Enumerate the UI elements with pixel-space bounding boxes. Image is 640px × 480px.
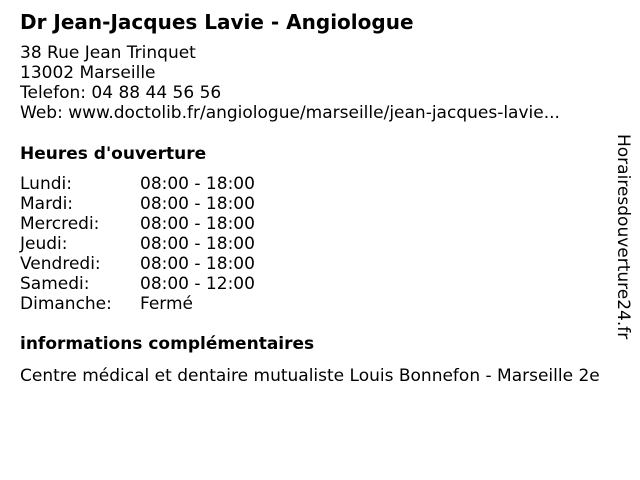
opening-hours-heading: Heures d'ouverture <box>20 144 207 164</box>
watermark-text: Horairesdouverture24.fr <box>613 134 633 340</box>
opening-hours-list <box>20 174 255 314</box>
day-label: Mercredi: <box>20 214 100 234</box>
hours-row-wednesday <box>20 214 255 234</box>
time-range: Fermé <box>140 294 194 314</box>
site-watermark <box>612 134 634 344</box>
time-range: 08:00 - 12:00 <box>140 274 255 294</box>
phone-number: Telefon: 04 88 44 56 56 <box>20 83 222 103</box>
time-range: 08:00 - 18:00 <box>140 194 255 214</box>
time-range: 08:00 - 18:00 <box>140 254 255 274</box>
time-range: 08:00 - 18:00 <box>140 214 255 234</box>
page-title: Dr Jean-Jacques Lavie - Angiologue <box>20 10 414 34</box>
website-link[interactable]: Web: www.doctolib.fr/angiologue/marseille/jean-jacques-lavie... <box>20 103 560 123</box>
day-label: Lundi: <box>20 174 72 194</box>
address-block <box>20 43 560 123</box>
additional-info-heading: informations complémentaires <box>20 334 315 354</box>
additional-info-text: Centre médical et dentaire mutualiste Louis Bonnefon - Marseille 2e <box>20 366 600 386</box>
street-address: 38 Rue Jean Trinquet <box>20 43 196 63</box>
day-label: Dimanche: <box>20 294 112 314</box>
hours-row-tuesday <box>20 194 255 214</box>
city: 13002 Marseille <box>20 63 156 83</box>
hours-row-thursday <box>20 234 255 254</box>
day-label: Jeudi: <box>20 234 68 254</box>
hours-row-sunday <box>20 294 255 314</box>
hours-row-saturday <box>20 274 255 294</box>
day-label: Vendredi: <box>20 254 101 274</box>
time-range: 08:00 - 18:00 <box>140 174 255 194</box>
time-range: 08:00 - 18:00 <box>140 234 255 254</box>
day-label: Mardi: <box>20 194 74 214</box>
day-label: Samedi: <box>20 274 90 294</box>
hours-row-monday <box>20 174 255 194</box>
hours-row-friday <box>20 254 255 274</box>
